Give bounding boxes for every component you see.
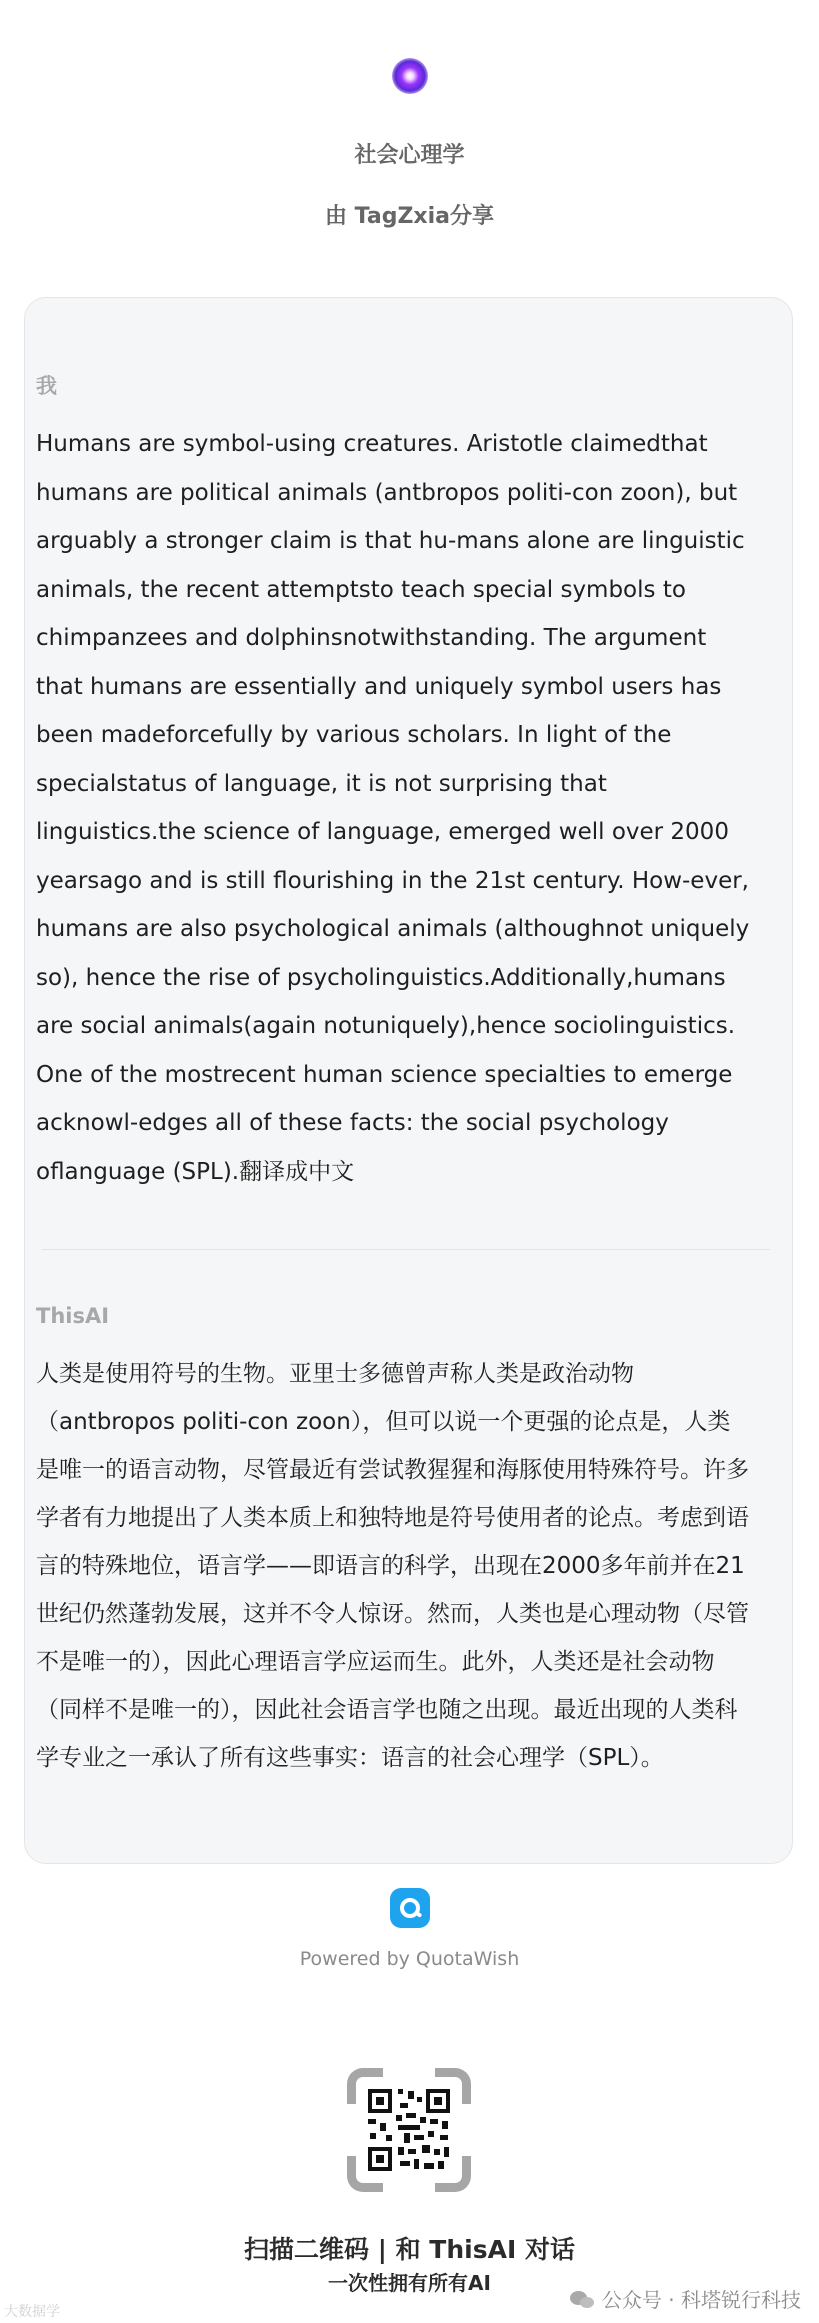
chat-shared-by: 由 TagZxia分享: [325, 204, 494, 229]
user-message: Humans are symbol-using creatures. Aristotle claimedthat humans are political animals (antbropos politi-con zoon), but arguably a stronger claim is that hu-mans alone are linguistic animals, the recent attemptsto teach special symbols to chimpanzees and dolphinsnotwithstanding. The argument that humans are essentially and uniquely symbol users has been madeforcefully by various scholars. In light of the specialstatus of language, it is not surprising that linguistics.the science of language, emerged well over 2000 yearsago and is still flourishing in the 21st century. How-ever, humans are also psychological animals (althoughnot uniquely so), hence the rise of psycholinguistics.Additionally,humans are social animals(again notuniquely),hence sociolinguistics. One of the mostrecent human science specialties to emerge acknowl-edges all of these facts: the social psychology oflanguage (SPL).翻译成中文: [36, 431, 750, 1185]
user-speaker-label: 我: [36, 374, 57, 398]
qr-code-frame: [347, 2068, 471, 2192]
ai-message: 人类是使用符号的生物。亚里士多德曾声称人类是政治动物（antbropos politi-con zoon），但可以说一个更强的论点是，人类是唯一的语言动物，尽管最近有尝试教猩猩和海豚使用特殊符号。许多学者有力地提出了人类本质上和独特地是符号使用者的论点。考虑到语言的特殊地位，语言学——即语言的科学，出现在2000多年前并在21世纪仍然蓬勃发展，这并不令人惊讶。然而，人类也是心理动物（尽管不是唯一的），因此心理语言学应运而生。此外，人类还是社会动物（同样不是唯一的），因此社会语言学也随之出现。最近出现的人类科学专业之一承认了所有这些事实：语言的社会心理学（SPL）。: [36, 1361, 749, 1771]
wechat-credit-text: 公众号 · 科塔锐行科技: [601, 2288, 801, 2312]
wechat-icon: [570, 2291, 596, 2309]
wechat-account-credit: [570, 2286, 801, 2314]
message-divider: [42, 1249, 770, 1250]
logo-tail: [414, 1910, 423, 1918]
ai-speaker-label: ThisAI: [36, 1304, 110, 1328]
watermark-text: 大数据学: [4, 2304, 60, 2320]
qr-cta-title: 扫描二维码 | 和 ThisAI 对话: [244, 2235, 575, 2264]
quotawish-logo-icon[interactable]: [390, 1888, 430, 1928]
qr-code-icon[interactable]: [364, 2085, 454, 2175]
gradient-orb-icon: [392, 58, 428, 94]
chat-title: 社会心理学: [354, 143, 465, 168]
qr-cta-subtitle: 一次性拥有所有AI: [328, 2271, 491, 2295]
powered-by-text[interactable]: Powered by QuotaWish: [299, 1948, 520, 1970]
